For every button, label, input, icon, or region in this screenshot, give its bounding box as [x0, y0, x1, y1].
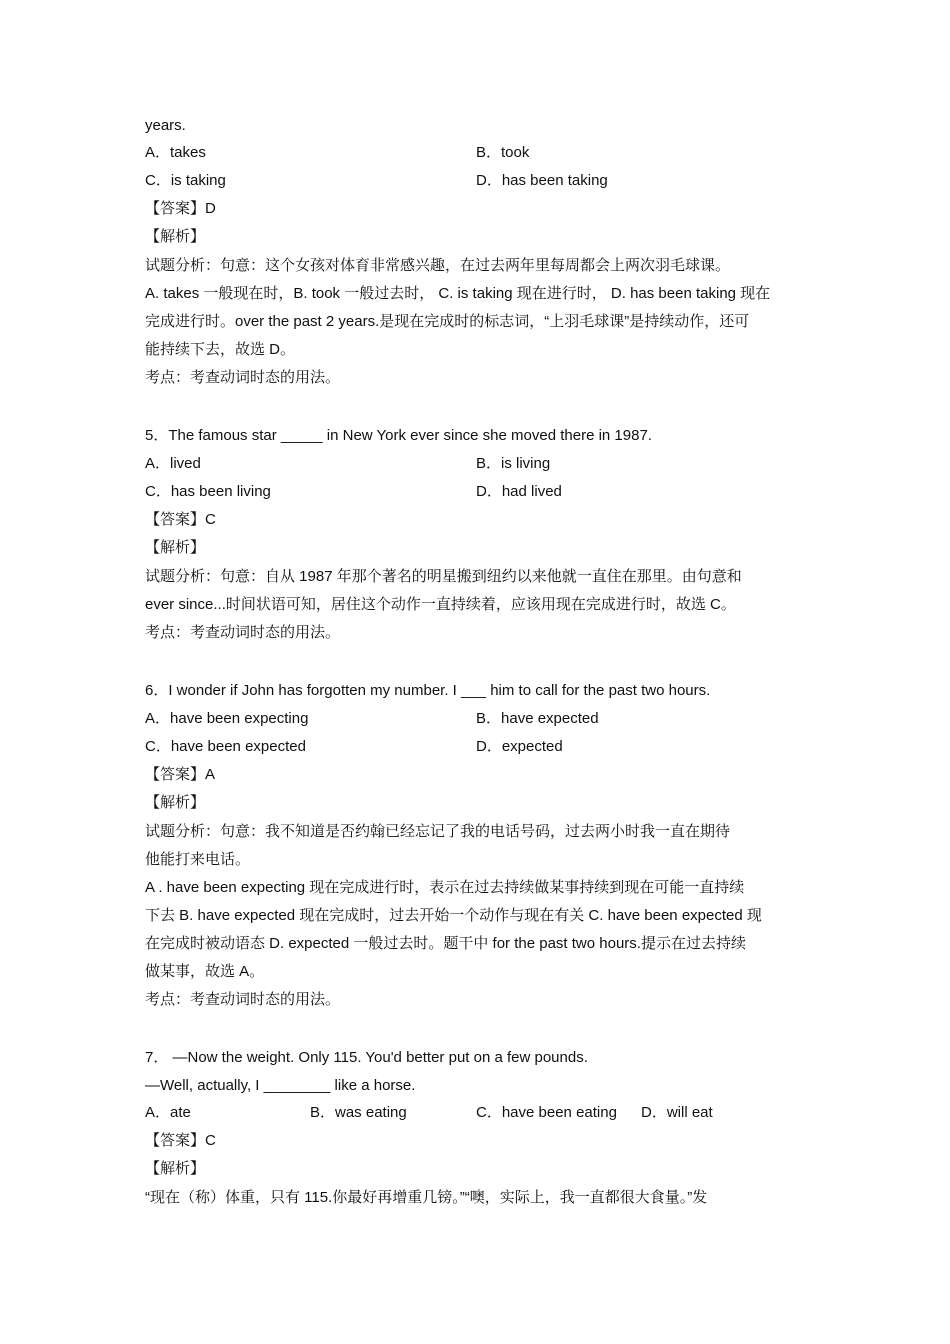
q7-stem-reply: —Well, actually, I ________ like a horse. — [145, 1077, 416, 1094]
q4-option-b: B．took — [476, 144, 530, 161]
q4-analysis-line: A. takes 一般现在时，B. took 一般过去时， C. is taking 现在进行时， D. has been taking 现在 — [145, 285, 771, 302]
q5-analysis-line: ever since...时间状语可知，居住这个动作一直持续着，应该用现在完成进行时，故选 C。 — [145, 596, 736, 613]
q5-option-d: D．had lived — [476, 483, 562, 500]
q5-analysis-label: 【解析】 — [145, 539, 206, 556]
q7-analysis-label: 【解析】 — [145, 1160, 206, 1177]
q7-answer: 【答案】C — [145, 1132, 216, 1149]
q6-option-c: C．have been expected — [145, 738, 306, 755]
q5-analysis-line: 试题分析：句意：自从 1987 年那个著名的明星搬到纽约以来他就一直住在那里。由句意和 — [145, 568, 742, 585]
q4-analysis-line: 能持续下去，故选 D。 — [145, 341, 296, 358]
q6-analysis-line: 试题分析：句意：我不知道是否约翰已经忘记了我的电话号码，过去两小时我一直在期待 — [145, 823, 731, 840]
q7-option-b: B．was eating — [310, 1104, 407, 1121]
q6-stem: 6．I wonder if John has forgotten my number. I ___ him to call for the past two hours. — [145, 682, 711, 699]
q4-kaodian: 考点：考查动词时态的用法。 — [145, 369, 341, 386]
q6-analysis-line: 做某事，故选 A。 — [145, 963, 265, 980]
q4-analysis-line: 试题分析：句意：这个女孩对体育非常感兴趣，在过去两年里每周都会上两次羽毛球课。 — [145, 257, 731, 274]
q5-option-b: B．is living — [476, 455, 551, 472]
q6-analysis-label: 【解析】 — [145, 794, 206, 811]
q6-kaodian: 考点：考查动词时态的用法。 — [145, 991, 341, 1008]
q5-stem: 5．The famous star _____ in New York ever since she moved there in 1987. — [145, 427, 652, 444]
q4-option-d: D．has been taking — [476, 172, 608, 189]
q7-option-d: D．will eat — [641, 1104, 713, 1121]
q4-analysis-label: 【解析】 — [145, 228, 206, 245]
q5-option-a: A．lived — [145, 455, 201, 472]
q5-kaodian: 考点：考查动词时态的用法。 — [145, 624, 341, 641]
q7-option-a: A．ate — [145, 1104, 191, 1121]
q6-answer: 【答案】A — [145, 766, 216, 783]
q7-analysis-line: “现在（称）体重，只有 115.你最好再增重几镑。”“噢，实际上，我一直都很大食量。”发 — [145, 1189, 708, 1206]
q5-option-c: C．has been living — [145, 483, 271, 500]
q6-analysis-line: A . have been expecting 现在完成进行时，表示在过去持续做某事持续到现在可能一直持续 — [145, 879, 745, 896]
q6-option-a: A．have been expecting — [145, 710, 309, 727]
q4-analysis-line: 完成进行时。over the past 2 years.是现在完成时的标志词，“上羽毛球课”是持续动作，还可 — [145, 313, 750, 330]
q6-analysis-line: 在完成时被动语态 D. expected 一般过去时。题干中 for the past two hours.提示在过去持续 — [145, 935, 746, 952]
q6-analysis-line: 下去 B. have expected 现在完成时，过去开始一个动作与现在有关 C. have been expected 现 — [145, 907, 762, 924]
q7-stem: 7． —Now the weight. Only 115. You'd better put on a few pounds. — [145, 1049, 588, 1066]
q5-answer: 【答案】C — [145, 511, 216, 528]
q6-option-b: B．have expected — [476, 710, 599, 727]
q4-option-c: C．is taking — [145, 172, 226, 189]
q4-option-a: A．takes — [145, 144, 206, 161]
q7-option-c: C．have been eating — [476, 1104, 617, 1121]
q6-option-d: D．expected — [476, 738, 563, 755]
q4-stem-tail: years. — [145, 117, 186, 134]
q4-answer: 【答案】D — [145, 200, 216, 217]
q6-analysis-line: 他能打来电话。 — [145, 851, 251, 868]
